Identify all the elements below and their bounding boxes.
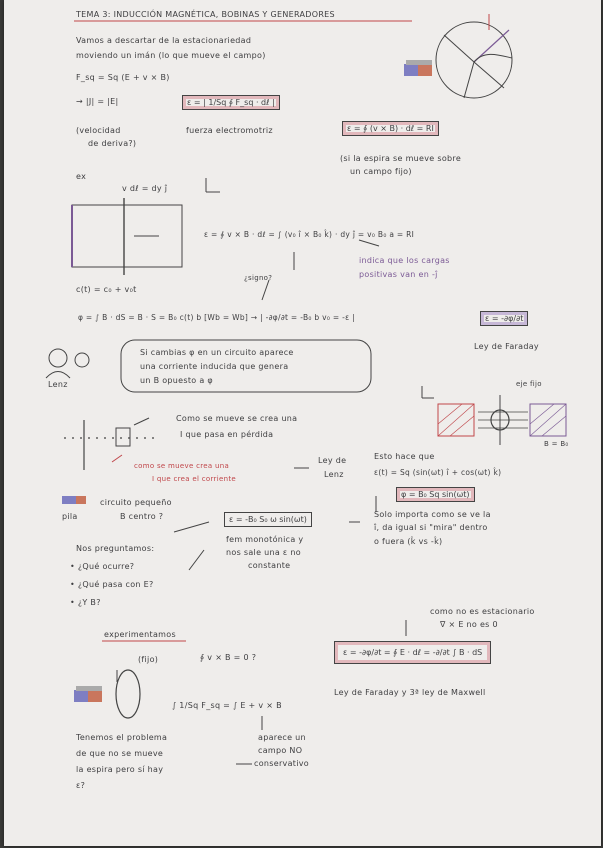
force-integral: ∫ 1/Sq F_sq = ∫ E + v × B (172, 701, 282, 710)
experiment-loop (116, 670, 140, 718)
aparece-1: aparece un (258, 733, 306, 742)
problema-2: de que no se mueve (76, 749, 164, 758)
closed-integral: ∮ v × B = 0 ? (200, 653, 257, 662)
lenz-name: Lenz (48, 380, 68, 389)
esto-hace-2: ε(t) = Sq (sin(ωt) î + cos(ωt) k̂) (374, 468, 502, 477)
esto-hace-1: Esto hace que (374, 452, 435, 461)
aparece-3: conservativo (254, 759, 309, 768)
field-arrow-3 (474, 62, 504, 88)
rail-frame (72, 205, 182, 267)
mueve-1a: Como se mueve se crea una (176, 414, 298, 423)
mueve-1b: I que pasa en pérdida (180, 430, 274, 439)
page-title: TEMA 3: INDUCCIÓN MAGNÉTICA, BOBINAS Y GENERADORES (76, 10, 335, 19)
importa-3: o fuera (k̂ vs -k̂) (374, 537, 443, 546)
vj-equation: → |J| = |E| (76, 97, 119, 106)
field-arrow-5 (464, 62, 474, 98)
preguntamos-3: • ¿Qué pasa con E? (70, 580, 154, 589)
preguntamos-1: Nos preguntamos: (76, 544, 155, 553)
eje-fijo-label: eje fijo (516, 380, 542, 388)
force-equation: F_sq = Sq (E + v × B) (76, 73, 170, 82)
fijo-label: (fijo) (138, 655, 159, 664)
faraday-box: ε = -∂φ/∂t (480, 311, 528, 326)
preguntamos-2: • ¿Qué ocurre? (70, 562, 135, 571)
estacionario-1: como no es estacionario (430, 607, 535, 616)
signo-label: ¿signo? (244, 274, 273, 282)
problema-1: Tenemos el problema (76, 733, 168, 742)
rail-note-1: indica que los cargas (359, 256, 450, 265)
mueve-2a: como se mueve crea una (134, 462, 230, 470)
velocidad-label-1: (velocidad (76, 126, 121, 135)
mueve-2b: I que crea el corriente (152, 475, 236, 483)
ley-faraday-label: Ley de Faraday (474, 342, 539, 351)
vdl-label: v dℓ = dy ĵ (122, 184, 168, 193)
fem-2: nos sale una ε no (226, 548, 301, 557)
intro-line-1: Vamos a descartar de la estacionariedad (76, 36, 252, 45)
phi-rotation-box: φ = B₀ Sq sin(ωt) (396, 487, 475, 502)
si-espira-1: (si la espira se mueve sobre (340, 154, 462, 163)
aparece-2: campo NO (258, 746, 303, 755)
magnet-red (418, 64, 432, 76)
magnet-top (406, 60, 432, 65)
emf-loop-box: ε = ∮ (v × B) · dℓ = RI (342, 121, 439, 136)
ley-maxwell-label: Ley de Faraday y 3ª ley de Maxwell (334, 688, 486, 697)
fuerza-electromotriz-label: fuerza electromotriz (186, 126, 273, 135)
pila-label: pila (62, 512, 78, 521)
si-espira-2: un campo fijo) (350, 167, 412, 176)
emf-sin-box: ε = -B₀ S₀ ω sin(ωt) (224, 512, 312, 527)
notebook-page (4, 0, 601, 846)
lenz-bubble-2: una corriente inducida que genera (140, 362, 289, 371)
importa-1: Solo importa como se ve la (374, 510, 491, 519)
field-circle (436, 22, 512, 98)
field-arrow-4 (474, 54, 512, 62)
field-arrow-2 (444, 35, 474, 62)
flux-equation: φ = ∫ B · dS = B · S = B₀ c(t) b [Wb = Wb] → | -∂φ/∂t = -B₀ b v₀ = -ε | (78, 313, 355, 322)
maxwell-box: ε = -∂φ/∂t = ∮ E · dℓ = -∂/∂t ∫ B · dS (334, 641, 491, 664)
b-ind-label: B = B₀ (544, 440, 569, 448)
emf-definition-box: ε = | 1/Sq ∮ F_sq · dℓ | (182, 95, 280, 110)
lenz-bubble-3: un B opuesto a φ (140, 376, 213, 385)
problema-4: ε? (76, 781, 86, 790)
circuito-1: circuito pequeño (100, 498, 172, 507)
c-of-t: c(t) = c₀ + v₀t (76, 285, 137, 294)
velocidad-label-2: de deriva?) (88, 139, 137, 148)
example-label: ex (76, 172, 87, 181)
estacionario-2: ∇ × E no es 0 (440, 620, 498, 629)
intro-line-2: moviendo un imán (lo que mueve el campo) (76, 51, 266, 60)
lenz-head (49, 349, 67, 367)
ley-lenz-2: Lenz (324, 470, 344, 479)
circuito-2: B centro ? (120, 512, 164, 521)
importa-2: î, da igual si "mira" dentro (374, 523, 488, 532)
problema-3: la espira pero sí hay (76, 765, 164, 774)
rail-equation: ε = ∮ v × B · dℓ = ∫ (v₀ î × B₀ k̂) · dy ĵ = v₀ B₀ a = RI (204, 230, 415, 239)
lenz-bubble-1: Si cambias φ en un circuito aparece (140, 348, 294, 357)
magnet-blue (404, 64, 418, 76)
fem-1: fem monotónica y (226, 535, 304, 544)
ley-lenz-1: Ley de (318, 456, 347, 465)
preguntamos-4: • ¿Y B? (70, 598, 101, 607)
rail-note-2: positivas van en -ĵ (359, 270, 438, 279)
experimentamos-label: experimentamos (104, 630, 176, 639)
fem-3: constante (248, 561, 291, 570)
